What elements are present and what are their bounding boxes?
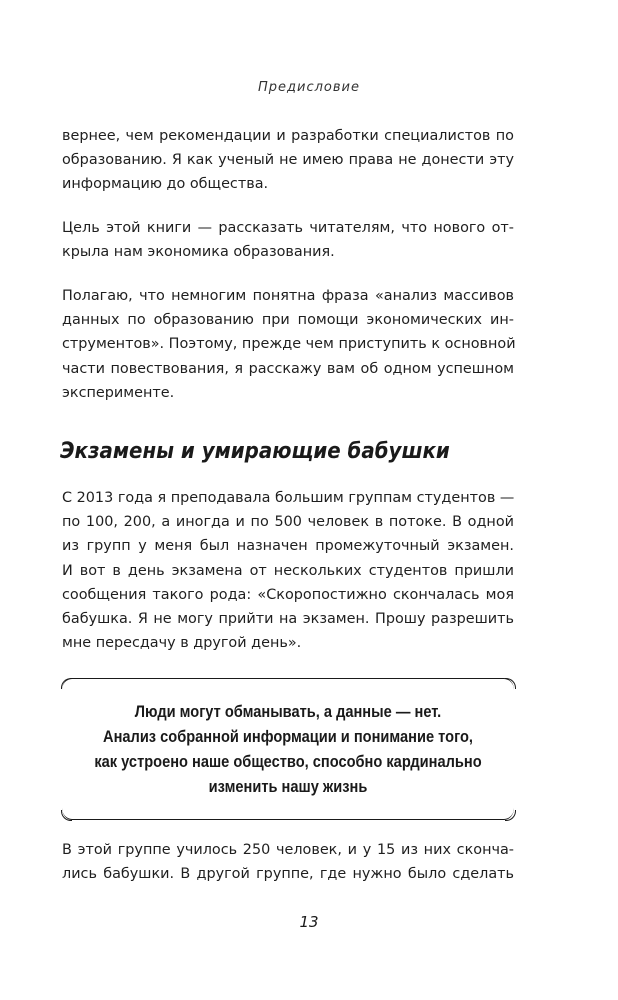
text-line: С 2013 года я преподавала большим группам студентов —: [62, 490, 515, 506]
callout-line: как устроено наше общество, способно кардинально: [94, 752, 482, 771]
callout-line: изменить нашу жизнь: [208, 777, 368, 796]
text-line: лись бабушки. В другой группе, где нужно было сделать: [62, 866, 514, 883]
callout-quote: [62, 699, 514, 799]
callout-line: Анализ собранной информации и понимание того,: [103, 727, 473, 746]
section-heading: Экзамены и умирающие бабушки: [60, 439, 450, 464]
text-line: Полагаю, что немногим понятна фраза «анализ массивов: [62, 288, 514, 304]
text-line: струментов». Поэтому, прежде чем приступить к основной: [62, 336, 516, 353]
text-line: части повествования, я расскажу вам об одном успешном: [62, 360, 514, 377]
text-line: крыла нам экономика образования.: [62, 244, 335, 261]
running-head: Предисловие: [258, 80, 360, 95]
callout-corner: [61, 810, 72, 821]
text-line: информацию до общества.: [62, 176, 269, 193]
text-line: В этой группе училось 250 человек, и у 15 из них сконча-: [62, 842, 514, 858]
text-line: по 100, 200, а иногда и по 500 человек в потоке. В одной: [62, 514, 514, 531]
callout-box: [62, 678, 514, 820]
text-line: образованию. Я как ученый не имею права не донести эту: [62, 152, 514, 169]
text-line: из групп у меня был назначен промежуточный экзамен.: [62, 538, 514, 555]
text-line: вернее, чем рекомендации и разработки специалистов по: [62, 128, 514, 144]
text-line: сообщения такого рода: «Скоропостижно скончалась моя: [62, 586, 514, 603]
page-number: 13: [299, 913, 319, 931]
text-line: Цель этой книги — рассказать читателям, что нового от-: [62, 220, 514, 236]
text-line: данных по образованию при помощи экономических ин-: [62, 312, 514, 329]
paragraph-exam-story: [62, 486, 514, 655]
paragraph-intro-end: [62, 124, 514, 197]
text-line: И вот в день экзамена от нескольких студентов пришли: [62, 562, 514, 579]
paragraph-book-goal: [62, 216, 514, 264]
paragraph-group-stats: [62, 838, 514, 886]
text-line: мне пересдачу в другой день».: [62, 635, 302, 652]
callout-corner: [505, 678, 516, 689]
text-line: эксперименте.: [62, 384, 175, 401]
paragraph-experiment-intro: [62, 284, 514, 405]
text-line: бабушка. Я не могу прийти на экзамен. Прошу разрешить: [62, 611, 514, 628]
callout-line: Люди могут обманывать, а данные — нет.: [134, 702, 442, 721]
